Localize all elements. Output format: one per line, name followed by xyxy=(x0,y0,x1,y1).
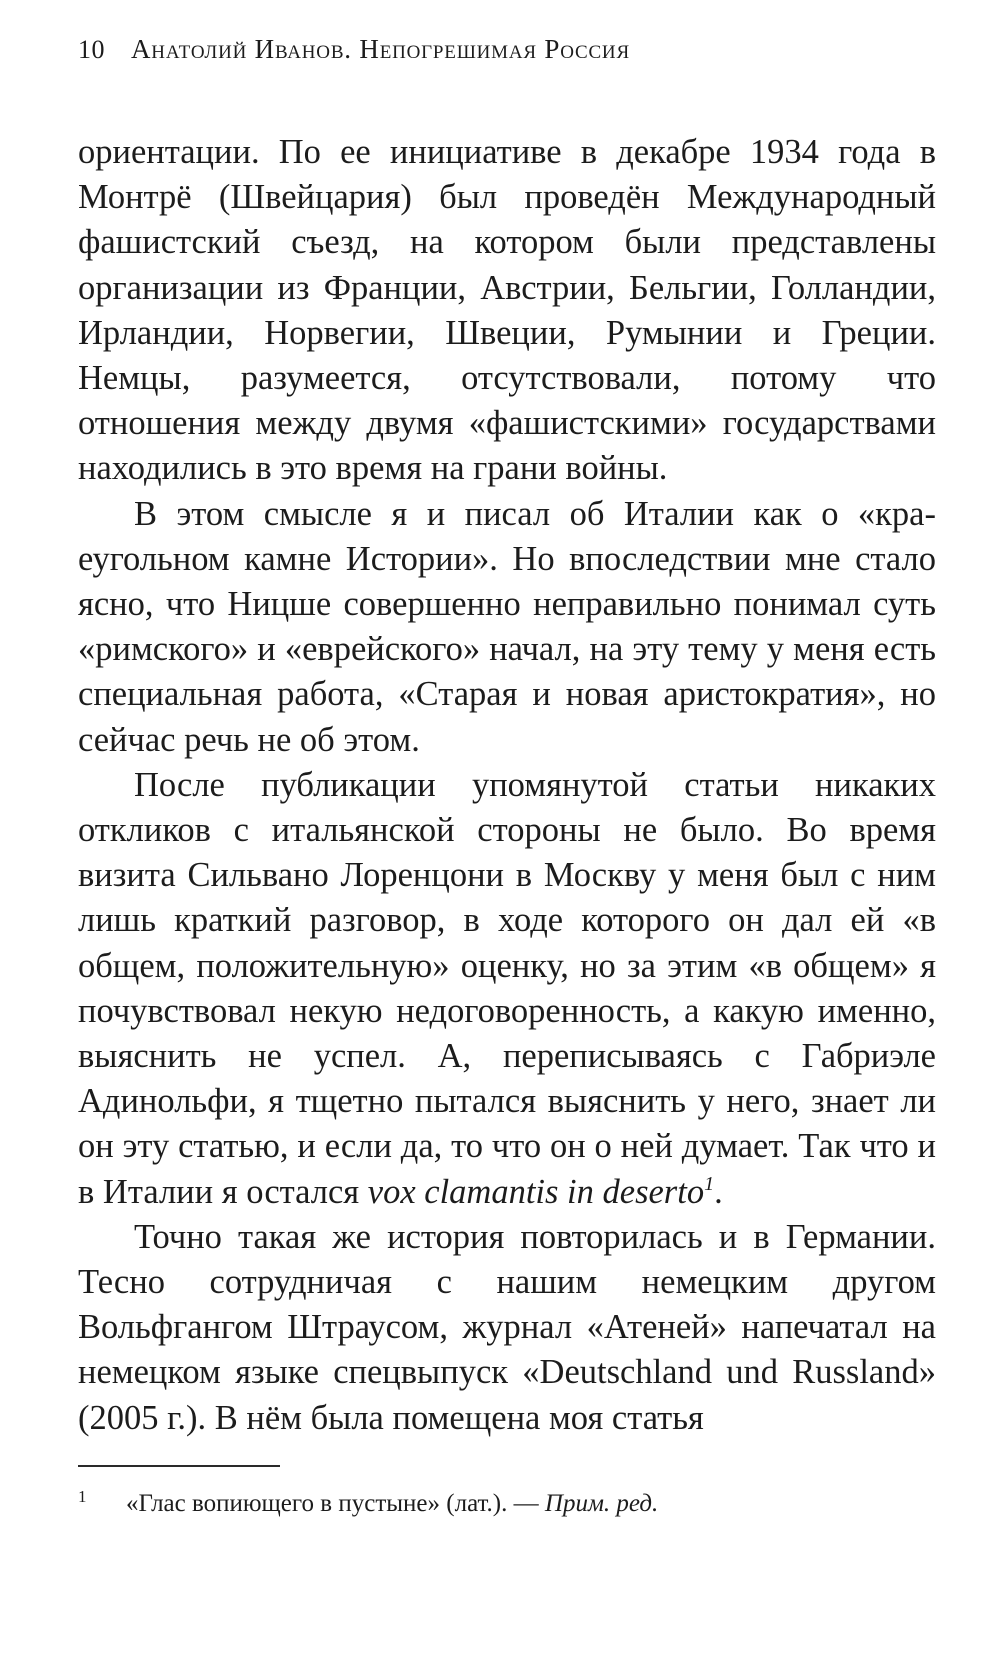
footnote-text: «Глас вопиющего в пустыне» (лат.). — xyxy=(126,1490,545,1517)
page-number: 10 xyxy=(78,35,105,64)
body-text xyxy=(78,130,936,1441)
paragraph-3-end: . xyxy=(714,1172,723,1211)
footnote-reference[interactable]: 1 xyxy=(704,1172,715,1195)
footnote-editor-note: Прим. ред. xyxy=(544,1490,659,1517)
paragraph-4: Точно такая же история повторилась и в Германии. Тесно сотрудничая с нашим немецким другом Вольфгангом Штраусом, журнал «Атеней» напечатал на немецком языке спецвыпуск «Deutschland und Russland» (2005 г.). В нём была помещена моя статья xyxy=(78,1217,936,1437)
footnote xyxy=(78,1480,936,1521)
footnote-number: 1 xyxy=(78,1487,87,1506)
paragraph-1: ориентации. По ее инициативе в декабре 1934 года в Монтрё (Швейцария) был проведён Международный фашистский съезд, на котором были представлены организации из Франции, Австрии, Бельгии, Голландии, Ирландии, Норвегии, Швеции, Румынии и Греции. Немцы, разумеется, отсутствовали, потому что отношения между двумя «фашистскими» государствами находились в это время на грани войны. xyxy=(78,133,936,488)
latin-phrase: vox clamantis in deserto xyxy=(367,1172,705,1211)
paragraph-2: В этом смысле я и писал об Италии как о «краеугольном камне Истории». Но впоследствии мне стало ясно, что Ницше совершенно неправильно понимал суть «римского» и «еврейского» начал, на эту тему у меня есть специальная работа, «Старая и новая аристократия», но сейчас речь не об этом. xyxy=(78,494,936,759)
paragraph-3 xyxy=(78,763,936,1215)
footnote-rule xyxy=(78,1465,280,1467)
running-title: Анатолий Иванов. Непогрешимая Россия xyxy=(131,34,630,64)
running-header xyxy=(78,34,938,65)
paragraph-3-text: После публикации упомянутой статьи никаких откликов с итальянской стороны не было. Во время визита Сильвано Лоренцони в Москву у меня был с ним лишь краткий разговор, в ходе которого он дал ей «в общем, положительную» оценку, но за этим «в общем» я почувствовал некую недоговоренность, а какую именно, выяснить не успел. А, переписываясь с Габриэле Адинольфи, я тщетно пытался выяснить у него, знает ли он эту статью, и если да, то что он о ней думает. Так что и в Италии я остался xyxy=(78,765,936,1211)
